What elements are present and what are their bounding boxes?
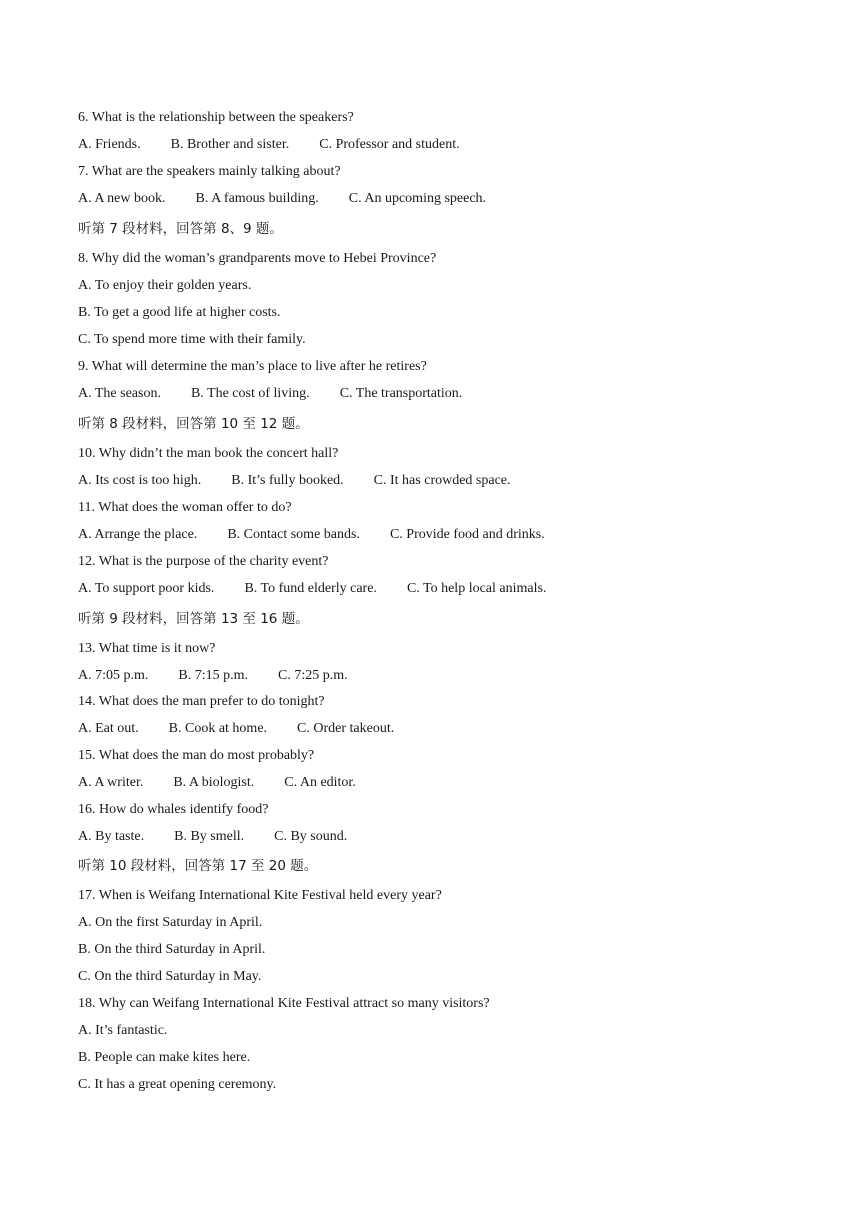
answer-option: B. Contact some bands. — [227, 527, 360, 542]
answer-option: A. On the first Saturday in April. — [78, 915, 263, 930]
answer-option: B. A famous building. — [195, 191, 319, 206]
answer-option: A. Friends. — [78, 137, 141, 152]
section-instruction: 听第 7 段材料，回答第 8、9 题。 — [78, 221, 283, 237]
answer-option: C. To spend more time with their family. — [78, 332, 306, 347]
question-text: 7. What are the speakers mainly talking about? — [78, 164, 341, 179]
answer-option: A. To support poor kids. — [78, 581, 215, 596]
answer-option: A. It’s fantastic. — [78, 1023, 168, 1038]
answer-option: A. To enjoy their golden years. — [78, 278, 252, 293]
answer-option: C. Provide food and drinks. — [389, 527, 545, 542]
question-text: 10. Why didn’t the man book the concert hall? — [78, 446, 339, 461]
section-instruction: 听第 9 段材料，回答第 13 至 16 题。 — [78, 611, 309, 627]
answer-option: B. To fund elderly care. — [244, 581, 377, 596]
answer-option: B. 7:15 p.m. — [178, 668, 249, 683]
answer-option: B. A biologist. — [173, 775, 255, 790]
answer-option: A. A new book. — [78, 191, 166, 206]
answer-option: A. By taste. — [78, 829, 145, 844]
answer-option: B. By smell. — [174, 829, 245, 844]
answer-option: C. An upcoming speech. — [348, 191, 487, 206]
question-text: 13. What time is it now? — [78, 641, 216, 656]
answer-option: C. It has crowded space. — [373, 473, 511, 488]
answer-option: B. Brother and sister. — [170, 137, 290, 152]
answer-option: C. Order takeout. — [297, 721, 395, 736]
options-row — [78, 136, 460, 154]
options-row — [78, 472, 511, 490]
answer-option: A. A writer. — [78, 775, 144, 790]
answer-option: C. An editor. — [284, 775, 356, 790]
answer-option: A. Its cost is too high. — [78, 473, 202, 488]
answer-option: C. By sound. — [274, 829, 348, 844]
answer-option: A. 7:05 p.m. — [78, 668, 149, 683]
answer-option: B. Cook at home. — [168, 721, 268, 736]
answer-option: B. People can make kites here. — [78, 1050, 251, 1065]
question-text: 14. What does the man prefer to do tonight? — [78, 694, 325, 709]
options-row — [78, 385, 462, 403]
options-row — [78, 774, 356, 792]
answer-option: C. 7:25 p.m. — [278, 668, 348, 683]
question-text: 18. Why can Weifang International Kite Festival attract so many visitors? — [78, 996, 490, 1011]
answer-option: B. The cost of living. — [190, 386, 310, 401]
answer-option: C. Professor and student. — [319, 137, 460, 152]
section-instruction: 听第 10 段材料，回答第 17 至 20 题。 — [78, 858, 318, 874]
options-row — [78, 828, 347, 846]
answer-option: C. The transportation. — [339, 386, 463, 401]
answer-option: B. To get a good life at higher costs. — [78, 305, 281, 320]
answer-option: A. Eat out. — [78, 721, 139, 736]
answer-option: B. It’s fully booked. — [231, 473, 344, 488]
question-text: 9. What will determine the man’s place to live after he retires? — [78, 359, 427, 374]
answer-option: A. The season. — [78, 386, 161, 401]
question-text: 11. What does the woman offer to do? — [78, 500, 292, 515]
answer-option: C. It has a great opening ceremony. — [78, 1077, 277, 1092]
question-text: 12. What is the purpose of the charity event? — [78, 554, 329, 569]
answer-option: B. On the third Saturday in April. — [78, 942, 266, 957]
question-text: 6. What is the relationship between the speakers? — [78, 110, 354, 125]
question-text: 15. What does the man do most probably? — [78, 748, 315, 763]
answer-option: A. Arrange the place. — [78, 527, 198, 542]
options-row — [78, 580, 546, 598]
options-row — [78, 667, 348, 685]
question-text: 8. Why did the woman’s grandparents move to Hebei Province? — [78, 251, 437, 266]
answer-option: C. To help local animals. — [406, 581, 547, 596]
options-row — [78, 526, 545, 544]
question-text: 16. How do whales identify food? — [78, 802, 269, 817]
answer-option: C. On the third Saturday in May. — [78, 969, 262, 984]
options-row — [78, 190, 486, 208]
section-instruction: 听第 8 段材料，回答第 10 至 12 题。 — [78, 416, 309, 432]
question-text: 17. When is Weifang International Kite Festival held every year? — [78, 888, 442, 903]
options-row — [78, 720, 394, 738]
